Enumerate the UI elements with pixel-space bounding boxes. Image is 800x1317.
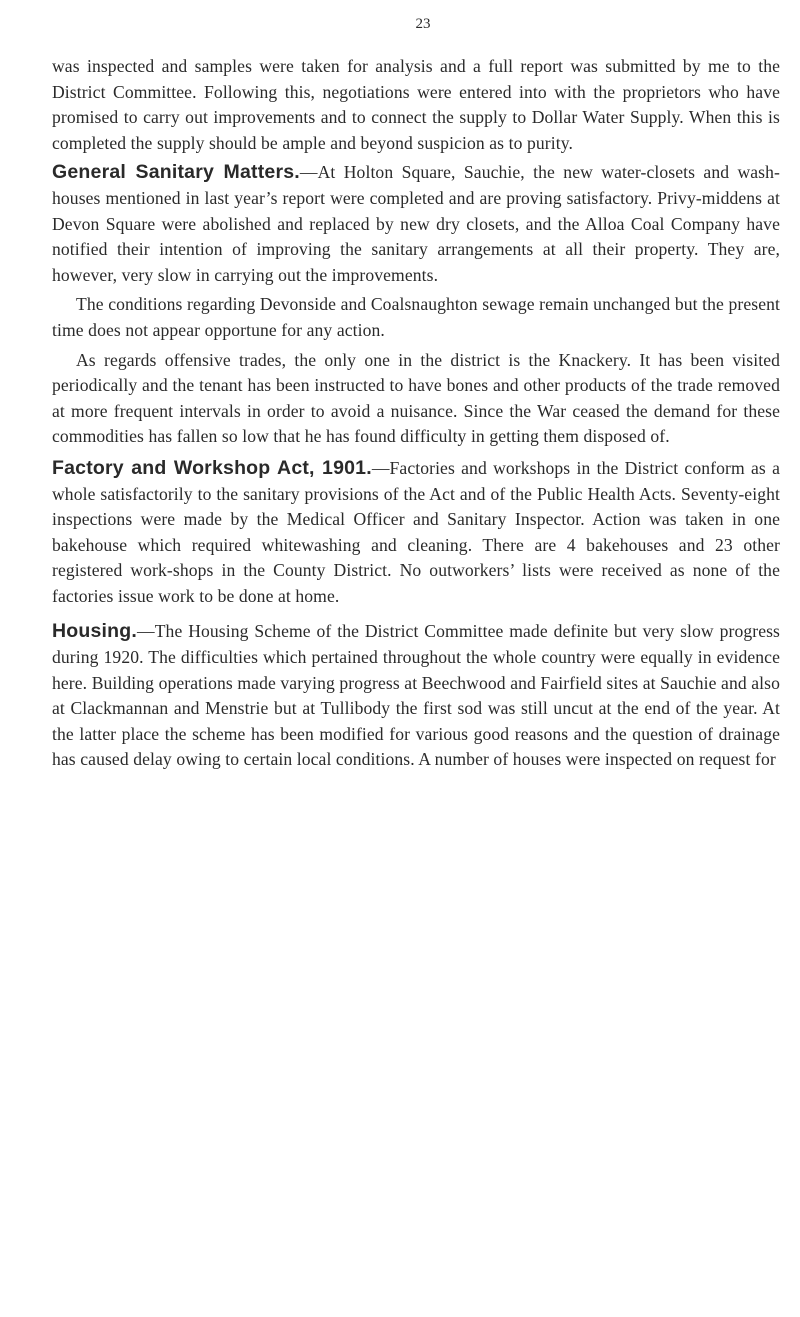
factory-act-text: —Factories and workshops in the District conform as a whole satisfactorily to the sanitary provisions of the Act and of the Public Health Acts. Seventy-eight inspections were made by the Medical Officer and Sanitary Inspector. Action was taken in one bakehouse which required whitewashing and cleaning. There are 4 bakehouses and 23 other registered work-shops in the County District. No outworkers’ lists were received as none of the factories issue work to be done at home. <box>52 457 780 606</box>
offensive-trades-paragraph: As regards offensive trades, the only one in the district is the Knackery. It has been visited periodically and the tenant has been instructed to have bones and other products of the trade removed at more frequent intervals in order to avoid a nuisance. Since the War ceased the demand for these commodities has fallen so low that he has found difficulty in getting them disposed of. <box>52 349 780 447</box>
housing-paragraph <box>52 619 780 773</box>
factory-act-heading: Factory and Workshop Act, 1901. <box>52 456 372 479</box>
housing-text: —The Housing Scheme of the District Committee made definite but very slow progress during 1920. The difficulties which pertained throughout the whole country were equally in evidence here. Building operations made varying progress at Beechwood and Fairfield sites at Sauchie and also at Clackmannan and Menstrie but at Tullibody the first sod was still uncut at the end of the year. At the latter place the scheme has been modified for various good reasons and the question of drainage has caused delay owing to certain local conditions. A number of houses were inspected on request for <box>52 621 780 770</box>
sewage-paragraph: The conditions regarding Devonside and Coalsnaughton sewage remain unchanged but the present time does not appear opportune for any action. <box>52 294 780 340</box>
water-supply-paragraph: was inspected and samples were taken for analysis and a full report was submitted by me to the District Committee. Following this, negotiations were entered into with the proprietors who have promised to carry out improvements and to connect the supply to Dollar Water Supply. When this is completed the supply should be ample and beyond suspicion as to purity. <box>52 56 780 153</box>
document-page <box>52 14 780 773</box>
housing-heading: Housing. <box>52 620 138 643</box>
page-number: 23 <box>415 16 431 32</box>
factory-act-paragraph <box>52 456 780 610</box>
general-sanitary-heading: General Sanitary Matters. <box>52 161 300 184</box>
general-sanitary-text: —At Holton Square, Sauchie, the new water-closets and wash-houses mentioned in last year’s report were completed and are proving satisfactory. Privy-middens at Devon Square were abolished and replaced by new dry closets, and the Alloa Coal Company have notified their intention of improving the sanitary arrangements at all their property. They are, however, very slow in carrying out the improvements. <box>52 162 780 285</box>
general-sanitary-paragraph <box>52 160 780 288</box>
